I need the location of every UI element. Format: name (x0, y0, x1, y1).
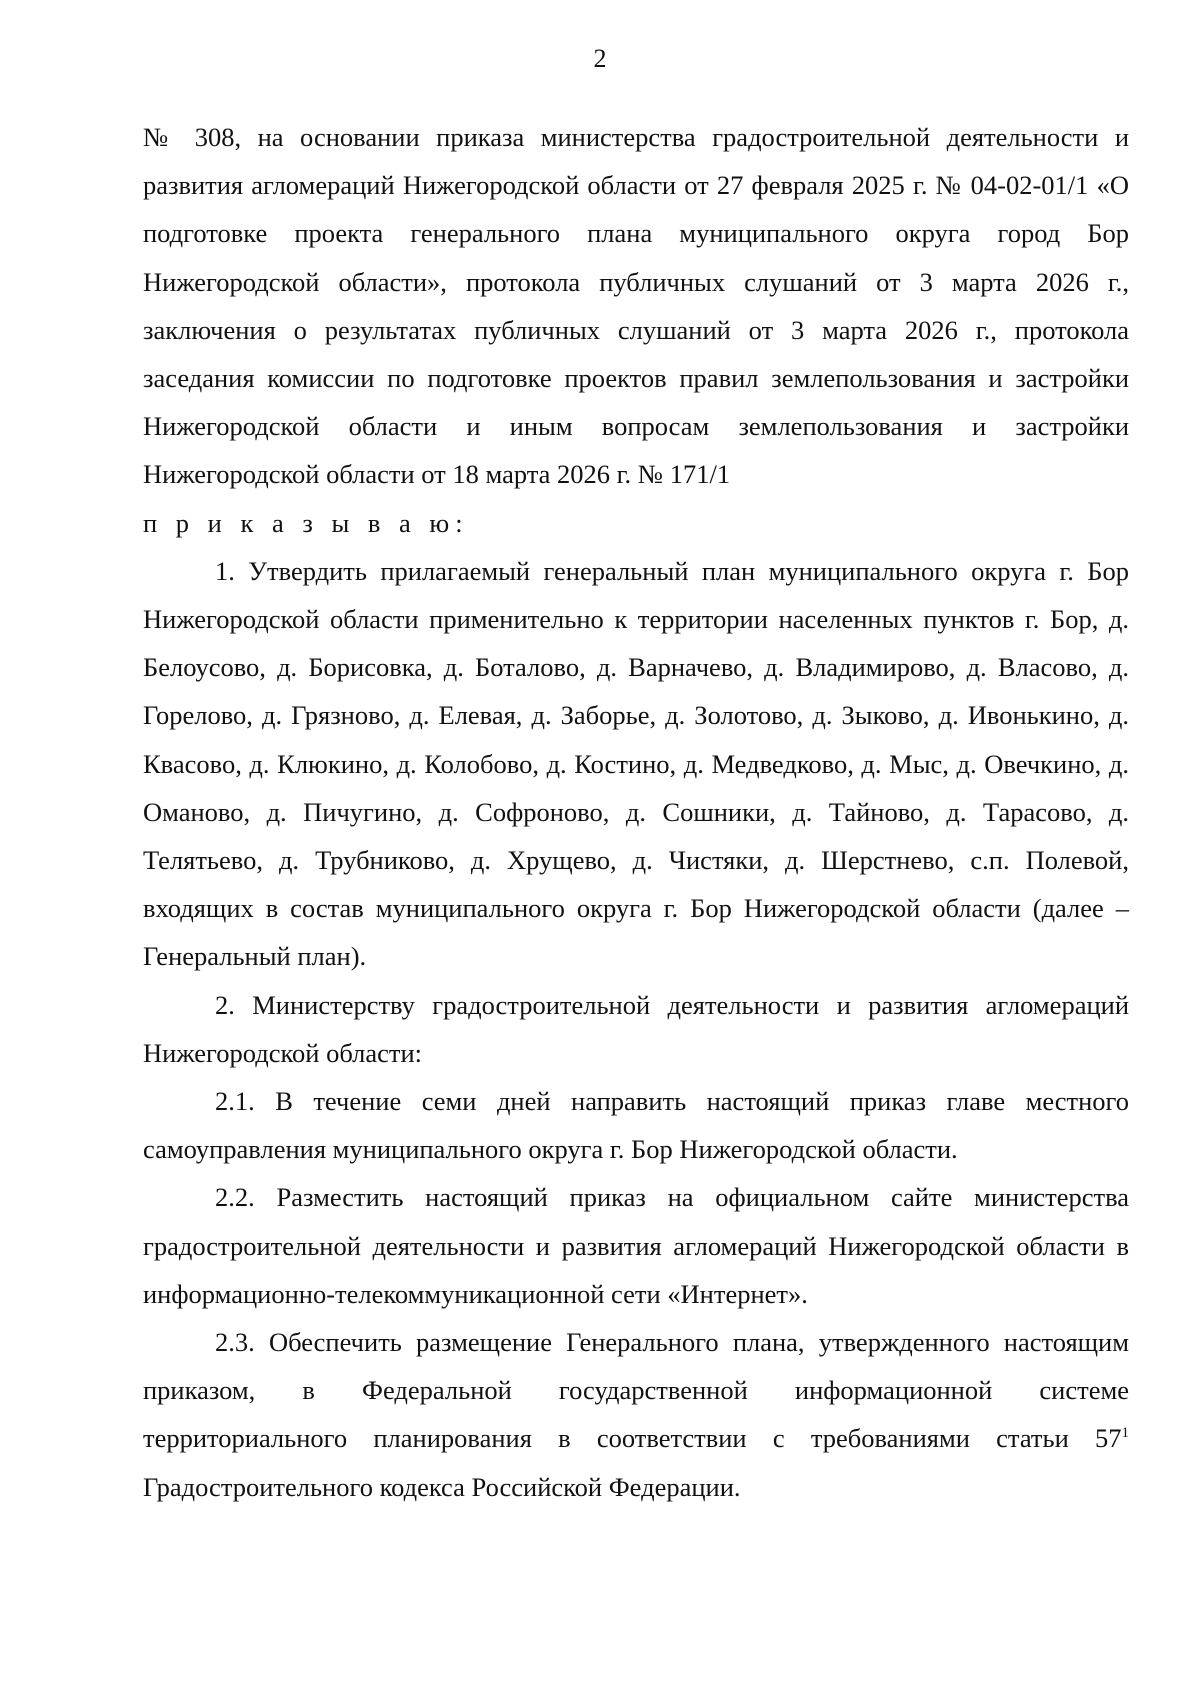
intro-paragraph: № 308, на основании приказа министерства градостроительной деятельности и развития агломераций Нижегородской области от 27 февраля 2025 г. № 04-02-01/1 «О подготовке проекта генерального плана муниципального округа город Бор Нижегородской области», протокола публичных слушаний от 3 марта 2026 г., заключения о результатах публичных слушаний от 3 марта 2026 г., протокола заседания комиссии по подготовке проектов правил землепользования и застройки Нижегородской области и иным вопросам землепользования и застройки Нижегородской области от 18 марта 2026 г. № 171/1 (143, 122, 1129, 490)
document-body (143, 113, 1129, 1511)
decree-word: п р и к а з ы в а ю: (143, 507, 469, 538)
item-1-paragraph: 1. Утвердить прилагаемый генеральный план муниципального округа г. Бор Нижегородской области применительно к территории населенных пунктов г. Бор, д. Белоусово, д. Борисовка, д. Боталово, д. Варначево, д. Владимирово, д. Власово, д. Горелово, д. Грязново, д. Елевая, д. Заборье, д. Золотово, д. Зыково, д. Ивонькино, д. Квасово, д. Клюкино, д. Колобово, д. Костино, д. Медведково, д. Мыс, д. Овечкино, д. Оманово, д. Пичугино, д. Софроново, д. Сошники, д. Тайново, д. Тарасово, д. Телятьево, д. Трубниково, д. Хрущево, д. Чистяки, д. Шерстнево, с.п. Полевой, входящих в состав муниципального округа г. Бор Нижегородской области (далее – Генеральный план). (143, 555, 1129, 972)
item-2-3-tail: Градостроительного кодекса Российской Федерации. (143, 1471, 741, 1502)
page-number: 2 (593, 44, 607, 73)
item-2-2-paragraph: 2.2. Разместить настоящий приказ на официальном сайте министерства градостроительной деятельности и развития агломераций Нижегородской области в информационно-телекоммуникационной сети «Интернет». (143, 1182, 1129, 1309)
item-2-1-paragraph: 2.1. В течение семи дней направить настоящий приказ главе местного самоуправления муниципального округа г. Бор Нижегородской области. (143, 1086, 1129, 1165)
item-2-paragraph: 2. Министерству градостроительной деятельности и развития агломераций Нижегородской области: (143, 989, 1129, 1068)
item-2-3-text: 2.3. Обеспечить размещение Генерального плана, утвержденного настоящим приказом, в Федеральной государственной информационной системе территориального планирования в соответствии с требованиями статьи 57 (143, 1327, 1129, 1454)
item-2-3-paragraph (143, 1318, 1129, 1511)
item-2-3-superscript: 1 (1121, 1425, 1129, 1442)
